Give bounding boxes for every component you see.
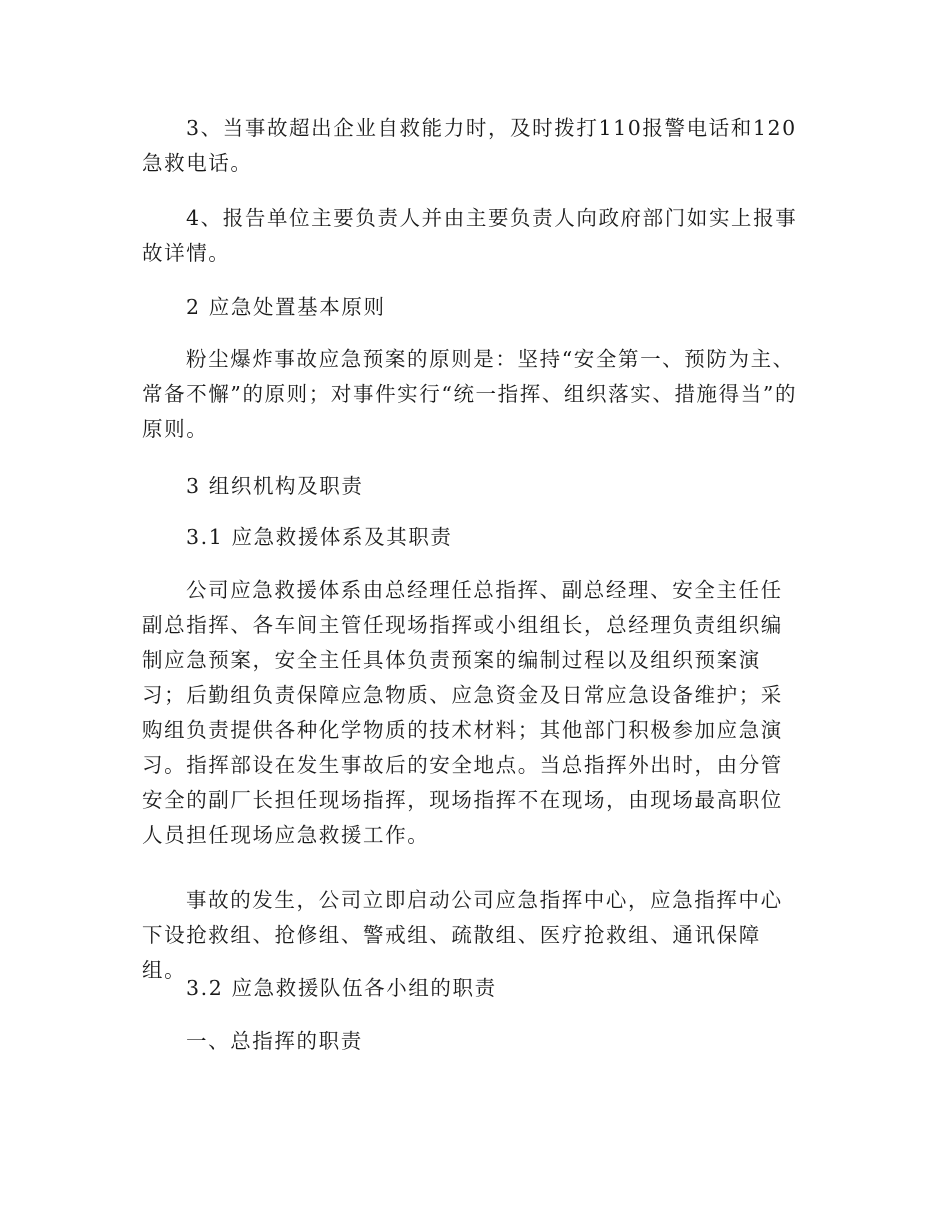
heading-commander-duties: 一、总指挥的职责 [186,1029,363,1053]
paragraph-rescue-system: 公司应急救援体系由总经理任总指挥、副总经理、安全主任任副总指挥、各车间主管任现场指挥或小组组长，总经理负责组织编制应急预案，安全主任具体负责预案的编制过程以及组织预案演习；后勤组负责保障应急物质、应急资金及日常应急设备维护；采购组负责提供各种化学物质的技术材料；其他部门积极参加应急演习。指挥部设在发生事故后的安全地点。当总指挥外出时，由分管安全的副厂长担任现场指挥，现场指挥不在现场，由现场最高职位人员担任现场应急救援工作。 [142,578,783,847]
paragraph-report-accident: 4、报告单位主要负责人并由主要负责人向政府部门如实上报事故详情。 [142,206,798,265]
section-heading-principles: 2 应急处置基本原则 [186,295,386,319]
subsection-heading-team-duties: 3.2 应急救援队伍各小组的职责 [186,976,497,1000]
paragraph-command-center: 事故的发生，公司立即启动公司应急指挥中心，应急指挥中心下设抢救组、抢修组、警戒组、疏散组、医疗抢救组、通讯保障组。 [142,888,783,982]
subsection-heading-rescue-system: 3.1 应急救援体系及其职责 [186,525,453,549]
section-heading-organization: 3 组织机构及职责 [186,474,364,498]
paragraph-principles: 粉尘爆炸事故应急预案的原则是：坚持“安全第一、预防为主、常备不懈”的原则；对事件实行“统一指挥、组织落实、措施得当”的原则。 [142,347,798,441]
paragraph-emergency-call: 3、当事故超出企业自救能力时，及时拨打110报警电话和120急救电话。 [142,116,797,175]
